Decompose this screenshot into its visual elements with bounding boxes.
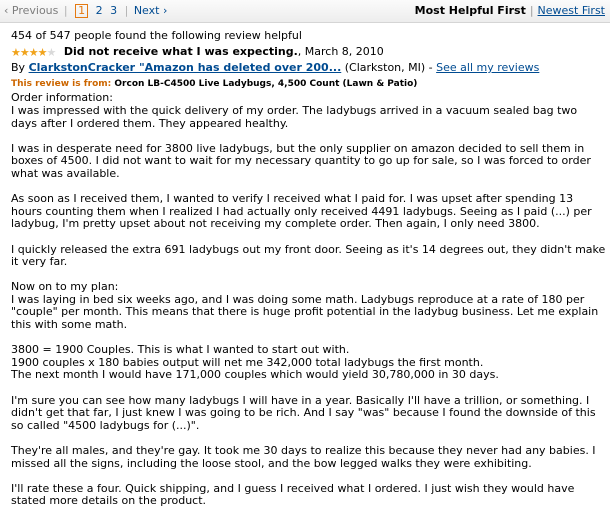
star-filled-icon: ★ xyxy=(19,45,29,59)
sort-newest-first-link[interactable]: Newest First xyxy=(537,4,605,17)
by-label: By xyxy=(11,61,29,75)
sort-most-helpful: Most Helpful First xyxy=(414,4,526,17)
separator: | xyxy=(63,4,68,17)
star-filled-icon: ★ xyxy=(28,45,38,59)
separator: | xyxy=(124,4,129,17)
star-filled-icon: ★ xyxy=(37,45,47,59)
page-1-current[interactable]: 1 xyxy=(75,4,88,18)
page-2-link[interactable]: 2 xyxy=(95,4,103,17)
review xyxy=(11,30,606,521)
review-header xyxy=(11,46,606,60)
reviewer-name-link[interactable]: ClarkstonCracker "Amazon has deleted over 200... xyxy=(28,61,342,75)
sort-options xyxy=(415,4,605,17)
previous-link[interactable]: ‹ Previous xyxy=(4,4,59,17)
next-link[interactable]: Next › xyxy=(133,4,168,17)
byline xyxy=(11,62,606,75)
review-paragraph: They're all males, and they're gay. It took me 30 days to realize this because they never had any babies. I missed all the signs, including the loose stool, and the bow legged walks they were exhibiting. xyxy=(11,444,596,470)
review-paragraph: 3800 = 1900 Couples. This is what I wanted to start out with. 1900 couples x 180 babies output will net me 342,000 total ladybugs the first month. The next month I would have 171,000 couples which would yield 30,780,000 in 30 days. xyxy=(11,343,499,382)
review-paragraph: I'm sure you can see how many ladybugs I will have in a year. Basically I'll have a trillion, or something. I didn't get that far, I just knew I was going to be rich. And I say "was" because I found the downside of this so called "4500 ladybugs for (...)". xyxy=(11,393,596,432)
review-date: , March 8, 2010 xyxy=(297,44,384,58)
star-filled-icon: ★ xyxy=(11,45,20,59)
separator: | xyxy=(529,4,534,17)
review-title: Did not receive what I was expecting. xyxy=(63,44,298,58)
review-body xyxy=(11,92,606,508)
review-pagination-bar xyxy=(0,0,610,23)
review-paragraph: I was in desperate need for 3800 live ladybugs, but the only supplier on amazon decided to sell them in boxes of 4500. I did not want to wait for my necessary quantity to go up for sale, so I was forced to order what was available. xyxy=(11,141,591,180)
star-rating xyxy=(11,47,55,60)
review-from xyxy=(11,78,606,91)
review-paragraph: I quickly released the extra 691 ladybugs out my front door. Seeing as it's 14 degrees out, they didn't make it very far. xyxy=(11,242,606,269)
see-all-reviews-link[interactable]: See all my reviews xyxy=(436,61,540,75)
pagination xyxy=(4,4,167,18)
helpful-votes: 454 of 547 people found the following review helpful xyxy=(11,29,302,42)
reviewer-location: (Clarkston, MI) - xyxy=(341,61,437,75)
page-3-link[interactable]: 3 xyxy=(110,4,118,17)
review-paragraph: As soon as I received them, I wanted to verify I received what I paid for. I was upset after spending 13 hours counting them when I realized I had actually only received 4491 ladybugs. Seeing as I paid (...) per ladybug, I'm pretty upset about not receiving my complete order. Then again, I only need 3800. xyxy=(11,192,592,231)
review-paragraph: I'll rate these a four. Quick shipping, and I guess I received what I ordered. I just wish they would have stated more details on the product. xyxy=(11,481,575,508)
product-name: Orcon LB-C4500 Live Ladybugs, 4,500 Count (Lawn & Patio) xyxy=(114,78,418,89)
star-empty-icon: ★ xyxy=(46,45,56,59)
review-paragraph: Now on to my plan: I was laying in bed six weeks ago, and I was doing some math. Ladybugs reproduce at a rate of 180 per "couple" per month. This means that there is huge profit potential in the ladybug business. Let me explain this with some math. xyxy=(11,280,599,332)
review-paragraph: Order information: I was impressed with the quick delivery of my order. The ladybugs arrived in a vacuum sealed bag two days after I ordered them. They appeared healthy. xyxy=(11,91,578,130)
from-label: This review is from: xyxy=(11,78,115,89)
